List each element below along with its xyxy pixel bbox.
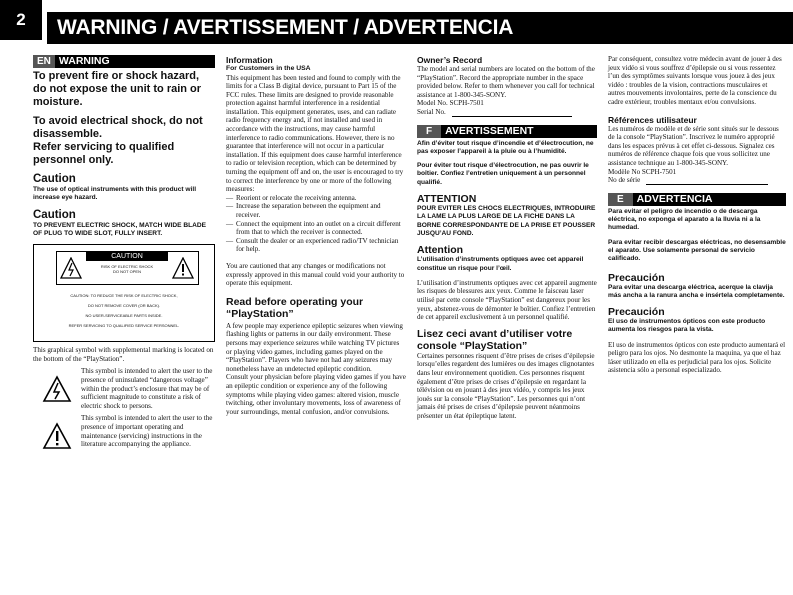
section-title: AVERTISSEMENT (441, 125, 597, 138)
list-item: — Consult the dealer or an experienced radio/TV technician for help. (226, 237, 406, 254)
avertissement-text-fire: Afin d’éviter tout risque d’incendie et d’électrocution, ne pas exposer l’appareil à la pluie ou à l’humidité. (417, 139, 594, 155)
label-risk-line: RISK OF ELECTRIC SHOCK (100, 264, 154, 270)
lightning-triangle-icon (60, 257, 82, 279)
caution-label-graphic (33, 244, 215, 342)
page-title: WARNING / AVERTISSEMENT / ADVERTENCIA (47, 12, 793, 44)
exclamation-triangle-icon (33, 414, 81, 450)
warning-text-fire: To prevent fire or shock hazard, do not expose the unit to rain or moisture. (33, 70, 202, 108)
reference-serial-label: No de série (608, 176, 641, 185)
avertissement-text-shock: Pour éviter tout risque d’électrocution, ne pas ouvrir le boîtier. Confiez l’entretien uniquement à un personnel qualifié. (417, 162, 589, 186)
caution-heading: Caution (33, 173, 76, 185)
french-consult-paragraph: Par conséquent, consultez votre médecin avant de jouer à des jeux vidéo si vous souffrez d’épilepsie ou si vous ressentez l’un des symptômes suivants lorsque vous jouez à des jeux vidéo : troubles de la vision, contractions musculaires et autres mouvements involontaires, perte de la conscience du cadre extérieur, troubles mentaux et/ou convulsions. (608, 55, 782, 106)
section-header-advertencia (608, 193, 786, 206)
symbol-text-instructions: This symbol is intended to alert the user to the presence of important operating and maintenance (servicing) instructions in the literature accompanying the appliance. (81, 414, 213, 449)
warning-text-shock: To avoid electrical shock, do not disassemble. (33, 115, 203, 140)
language-code: F (417, 125, 441, 138)
lisez-ceci-heading: Lisez ceci avant d’utiliser votre console “PlayStation” (417, 327, 573, 352)
serial-number-row (417, 108, 597, 117)
french-epilepsy-paragraph: Certaines personnes risquent d’être prises de crises d’épilepsie lorsqu’elles regardent des lumières ou des images clignotantes dans leur environnement quotidien. Ces personnes risquent également d’être prises de crises d’épilepsie en regardant la télévision ou en jouant à des jeux vidéo, y compris les jeux joués sur la console “PlayStation”. Les personnes qui n’ont jamais été prises de crises d’épilepsie peuvent néanmoins présenter un état épileptique latent. (417, 351, 595, 420)
column-owner-french (417, 55, 597, 421)
information-heading: Information (226, 55, 273, 65)
language-code: E (608, 193, 633, 206)
advertencia-text-shock: Para evitar recibir descargas eléctricas, no desensamble el aparato. Use solamente personal de servicio calificado. (608, 238, 786, 263)
column-french-spanish (608, 55, 786, 375)
column-information (226, 55, 406, 416)
section-header-avertissement (417, 125, 597, 138)
graphic-symbol-note: This graphical symbol with supplemental marking is located on the bottom of the “PlayStation”. (33, 346, 214, 363)
precaucion-heading: Precaución (608, 271, 665, 284)
attention-text-optical: L’utilisation d’instruments optiques avec cet appareil constitue un risque pour l’œil. (417, 256, 584, 272)
lightning-triangle-icon (33, 367, 81, 410)
symbol-explanation-voltage (33, 367, 215, 410)
attention-heading: ATTENTION (417, 193, 477, 206)
section-header-warning (33, 55, 215, 68)
list-item: — Connect the equipment into an outlet on a circuit different from that to which the receiver is connected. (226, 220, 406, 237)
reference-serial-blank (646, 177, 768, 185)
spanish-optical-paragraph: El uso de instrumentos ópticos con este producto aumentará el peligro para los ojos. No desmonte la maquina, ya que el haz láser utilizado en ella es perjudicial para los ojos. Solicite asistencia sólo a personal especializado. (608, 340, 786, 375)
label-caution-title: CAUTION (111, 253, 143, 261)
label-line: DO NOT REMOVE COVER (OR BACK). (87, 303, 161, 309)
interference-measures-list (226, 194, 406, 254)
attention-heading: Attention (417, 244, 464, 257)
label-line: REFER SERVICING TO QUALIFIED SERVICE PERSONNEL. (68, 323, 180, 329)
precaucion-text-plug: Para evitar una descarga eléctrica, acerque la clavija más ancha a la ranura ancha e insértela completamente. (608, 283, 785, 299)
reference-model: Modèle No SCPH-7501 (608, 167, 677, 176)
symbol-explanation-instructions (33, 414, 215, 450)
section-title: ADVERTENCIA (633, 193, 786, 206)
caution-text-plug: TO PREVENT ELECTRIC SHOCK, MATCH WIDE BLADE OF PLUG TO WIDE SLOT, FULLY INSERT. (33, 221, 207, 237)
model-number: Model No. SCPH-7501 (417, 99, 484, 108)
page-number: 2 (0, 0, 42, 40)
epilepsy-paragraph: A few people may experience epileptic seizures when viewing flashing lights or patterns in our daily environment. These persons may experience seizures while watching TV pictures or playing video games, including games played on the “PlayStation”. Players who have not had any seizures may nonetheless have an undetected epileptic condition. (226, 321, 403, 373)
french-optical-paragraph: L’utilisation d’instruments optiques avec cet appareil augmente les risques de blessures aux yeux. Comme le faisceau laser utilisé par cette console “PlayStation” est dangereux pour les yeux, abstenez-vous de démonter le boîtier. Confiez l’entretien de cet appareil exclusivement à un personnel qualifié. (417, 278, 597, 322)
section-title: WARNING (55, 55, 215, 68)
advertencia-text-fire: Para evitar el peligro de incendio o de descarga eléctrica, no exponga el aparato a la lluvia ni a la humedad. (608, 207, 761, 232)
references-text: Les numéros de modèle et de série sont situés sur le dessous de la console “PlayStation”. Inscrivez le numéro approprié dans les espaces prévus à cet effet ci-dessous. Signalez ces numéros de référence chaque fois que vous sollicitez une assistance technique au 1-800-345-SONY. (608, 124, 779, 167)
owners-record-heading: Owner’s Record (417, 55, 483, 65)
serial-number-label: Serial No. (417, 107, 446, 116)
precaucion-text-optical: El uso de instrumentos ópticos con este producto aumenta los riesgos para la vista. (608, 318, 766, 334)
column-english-warning (33, 55, 215, 450)
label-risk-line: DO NOT OPEN (113, 269, 141, 275)
reference-serial-row (608, 176, 786, 185)
precaucion-heading: Precaución (608, 306, 665, 319)
modifications-paragraph: You are cautioned that any changes or modifications not expressly approved in this manual could void your authority to operate this equipment. (226, 261, 405, 288)
information-subheading: For Customers in the USA (226, 65, 311, 72)
caution-heading: Caution (33, 208, 76, 221)
references-heading: Références utilisateur (608, 114, 697, 125)
label-line: NO USER-SERVICEABLE PARTS INSIDE. (85, 313, 163, 319)
list-item: — Increase the separation between the equipment and receiver. (226, 202, 406, 219)
read-before-heading: Read before operating your “PlayStation” (226, 295, 364, 320)
attention-text-plug: POUR EVITER LES CHOCS ELECTRIQUES, INTRODUIRE LA LAME LA PLUS LARGE DE LA FICHE DANS LA BORNE CORRESPONDANTE DE LA PRISE ET POUSSER JUSQU’AU FOND. (417, 205, 596, 237)
language-code: EN (33, 55, 55, 68)
owners-record-text: The model and serial numbers are located on the bottom of the “PlayStation”. Record the appropriate number in the space provided below. Refer to them whenever you call for technical assistance at 1-800-345-SONY. (417, 65, 595, 99)
symbol-text-voltage: This symbol is intended to alert the user to the presence of uninsulated “dangerous voltage” within the product’s enclosure that may be of sufficient magnitude to constitute a risk of electric shock to persons. (81, 367, 213, 410)
caution-text-optical: The use of optical instruments with this product will increase eye hazard. (33, 186, 197, 202)
label-instructions (38, 293, 210, 328)
consult-physician-paragraph: Consult your physician before playing video games if you have an epileptic condition or experience any of the following symptoms while playing video games: altered vision, muscle twitching, other involuntary movements, loss of awareness of your surroundings, mental confusion, and/or convulsions. (226, 373, 406, 416)
warning-text-servicing: Refer servicing to qualified personnel only. (33, 141, 175, 166)
caution-label-top (56, 251, 198, 283)
label-line: CAUTION: TO REDUCE THE RISK OF ELECTRIC SHOCK, (70, 293, 178, 299)
serial-number-blank (452, 109, 572, 117)
exclamation-triangle-icon (172, 257, 194, 279)
list-item: — Reorient or relocate the receiving antenna. (226, 194, 406, 203)
fcc-paragraph: This equipment has been tested and found to comply with the limits for a Class B digital device, pursuant to Part 15 of the FCC rules. These limits are designed to provide reasonable protection against harmful interference in a residential installation. This equipment generates, uses, and can radiate radio frequency energy and, if not installed and used in accordance with the instructions, may cause harmful interference to radio communications. However, there is no guarantee that interference will not occur in a particular installation. If this equipment does cause harmful interference to radio or television reception, which can be determined by turning the equipment off and on, the user is encouraged to try to correct the interference by one or more of the following measures: (226, 73, 404, 194)
